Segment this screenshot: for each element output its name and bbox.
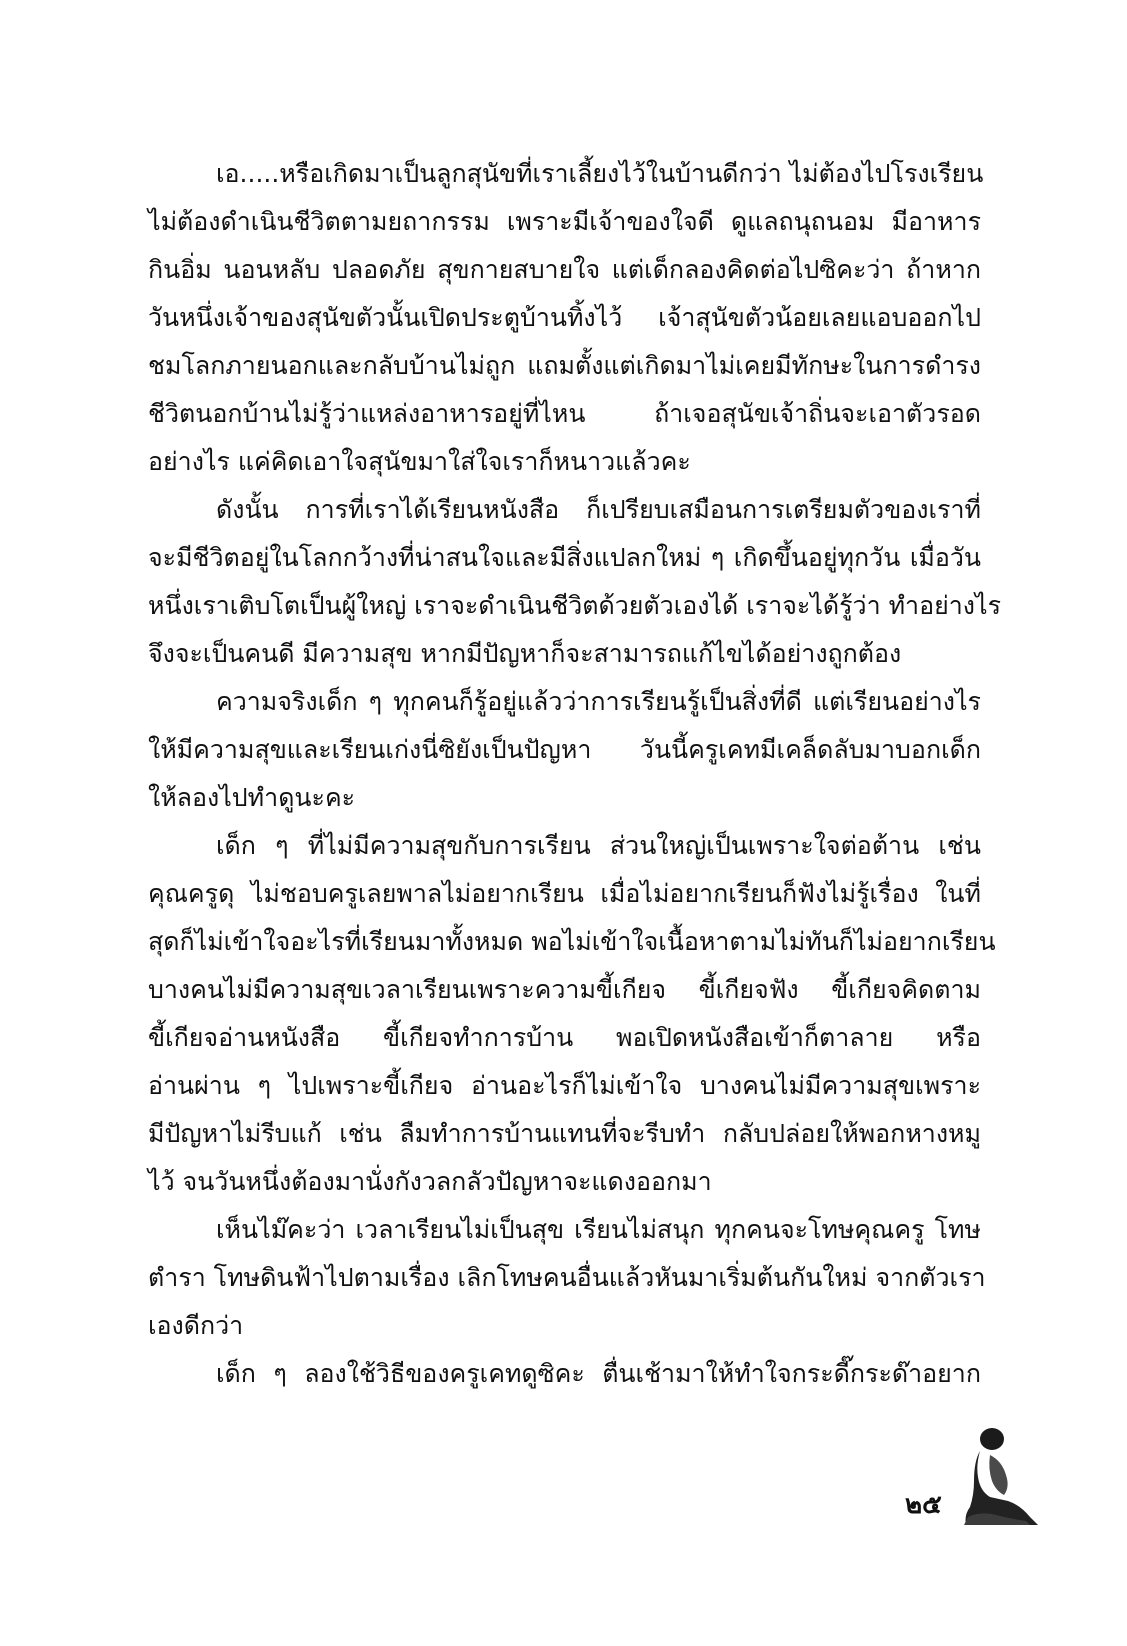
text-line: สุดก็ไม่เข้าใจอะไรที่เรียนมาทั้งหมด พอไม่เข้าใจเนื้อหาตามไม่ทันก็ไม่อยากเรียน — [148, 927, 996, 956]
text-line: อ่านผ่าน ๆ ไปเพราะขี้เกียจ อ่านอะไรก็ไม่เข้าใจ บางคนไม่มีความสุขเพราะ — [148, 1071, 981, 1100]
page-number: ๒๕ — [905, 1490, 942, 1520]
text-line: เองดีกว่า — [148, 1311, 244, 1340]
text-line: เด็ก ๆ ที่ไม่มีความสุขกับการเรียน ส่วนใหญ่เป็นเพราะใจต่อต้าน เช่น — [216, 831, 981, 860]
text-line: เอ.....หรือเกิดมาเป็นลูกสุนัขที่เราเลี้ยงไว้ในบ้านดีกว่า ไม่ต้องไปโรงเรียน — [216, 159, 984, 188]
paragraph-5 — [148, 1206, 986, 1350]
text-line: มีปัญหาไม่รีบแก้ เช่น ลืมทำการบ้านแทนที่จะรีบทำ กลับปล่อยให้พอกหางหมู — [148, 1119, 981, 1148]
text-line: ไว้ จนวันหนึ่งต้องมานั่งกังวลกลัวปัญหาจะแดงออกมา — [148, 1167, 712, 1196]
text-line: ความจริงเด็ก ๆ ทุกคนก็รู้อยู่แล้วว่าการเรียนรู้เป็นสิ่งที่ดี แต่เรียนอย่างไร — [216, 687, 981, 716]
text-line: ตำรา โทษดินฟ้าไปตามเรื่อง เลิกโทษคนอื่นแล้วหันมาเริ่มต้นกันใหม่ จากตัวเรา — [148, 1263, 986, 1292]
text-line: ชีวิตนอกบ้านไม่รู้ว่าแหล่งอาหารอยู่ที่ไหน ถ้าเจอสุนัขเจ้าถิ่นจะเอาตัวรอด — [148, 399, 981, 428]
paragraph-3 — [148, 678, 981, 822]
text-line: ขี้เกียจอ่านหนังสือ ขี้เกียจทำการบ้าน พอเปิดหนังสือเข้าก็ตาลาย หรือ — [148, 1023, 981, 1052]
text-line: จะมีชีวิตอยู่ในโลกกว้างที่น่าสนใจและมีสิ่งแปลกใหม่ ๆ เกิดขึ้นอยู่ทุกวัน เมื่อวัน — [148, 543, 981, 572]
text-line: อย่างไร แค่คิดเอาใจสุนัขมาใส่ใจเราก็หนาวแล้วคะ — [148, 447, 691, 476]
text-line: เห็นไม๊คะว่า เวลาเรียนไม่เป็นสุข เรียนไม่สนุก ทุกคนจะโทษคุณครู โทษ — [216, 1215, 981, 1244]
text-line: ให้ลองไปทำดูนะคะ — [148, 783, 356, 812]
text-line: จึงจะเป็นคนดี มีความสุข หากมีปัญหาก็จะสามารถแก้ไขได้อย่างถูกต้อง — [148, 639, 902, 668]
text-line: ให้มีความสุขและเรียนเก่งนี่ซิยังเป็นปัญหา วันนี้ครูเคทมีเคล็ดลับมาบอกเด็ก — [148, 735, 981, 764]
text-line: ชมโลกภายนอกและกลับบ้านไม่ถูก แถมตั้งแต่เกิดมาไม่เคยมีทักษะในการดำรง — [148, 351, 981, 380]
text-line: บางคนไม่มีความสุขเวลาเรียนเพราะความขี้เกียจ ขี้เกียจฟัง ขี้เกียจคิดตาม — [148, 975, 981, 1004]
body-text — [148, 150, 1002, 1398]
paragraph-2 — [148, 486, 1002, 678]
text-line: กินอิ่ม นอนหลับ ปลอดภัย สุขกายสบายใจ แต่เด็กลองคิดต่อไปซิคะว่า ถ้าหาก — [148, 255, 981, 284]
paragraph-6 — [148, 1350, 981, 1398]
paragraph-1 — [148, 150, 984, 486]
text-line: ไม่ต้องดำเนินชีวิตตามยถากรรม เพราะมีเจ้าของใจดี ดูแลถนุถนอม มีอาหาร — [148, 207, 981, 236]
text-line: ดังนั้น การที่เราได้เรียนหนังสือ ก็เปรียบเสมือนการเตรียมตัวของเราที่ — [216, 495, 981, 524]
text-line: คุณครูดุ ไม่ชอบครูเลยพาลไม่อยากเรียน เมื่อไม่อยากเรียนก็ฟังไม่รู้เรื่อง ในที่ — [148, 879, 981, 908]
text-line: หนึ่งเราเติบโตเป็นผู้ใหญ่ เราจะดำเนินชีวิตด้วยตัวเองได้ เราจะได้รู้ว่า ทำอย่างไร — [148, 591, 1002, 620]
text-line: เด็ก ๆ ลองใช้วิธีของครูเคทดูซิคะ ตื่นเช้ามาให้ทำใจกระดี๊กระด๊าอยาก — [216, 1359, 981, 1388]
text-line: วันหนึ่งเจ้าของสุนัขตัวนั้นเปิดประตูบ้านทิ้งไว้ เจ้าสุนัขตัวน้อยเลยแอบออกไป — [148, 303, 981, 332]
corner-figure-illustration — [960, 1425, 1040, 1525]
paragraph-4 — [148, 822, 996, 1206]
